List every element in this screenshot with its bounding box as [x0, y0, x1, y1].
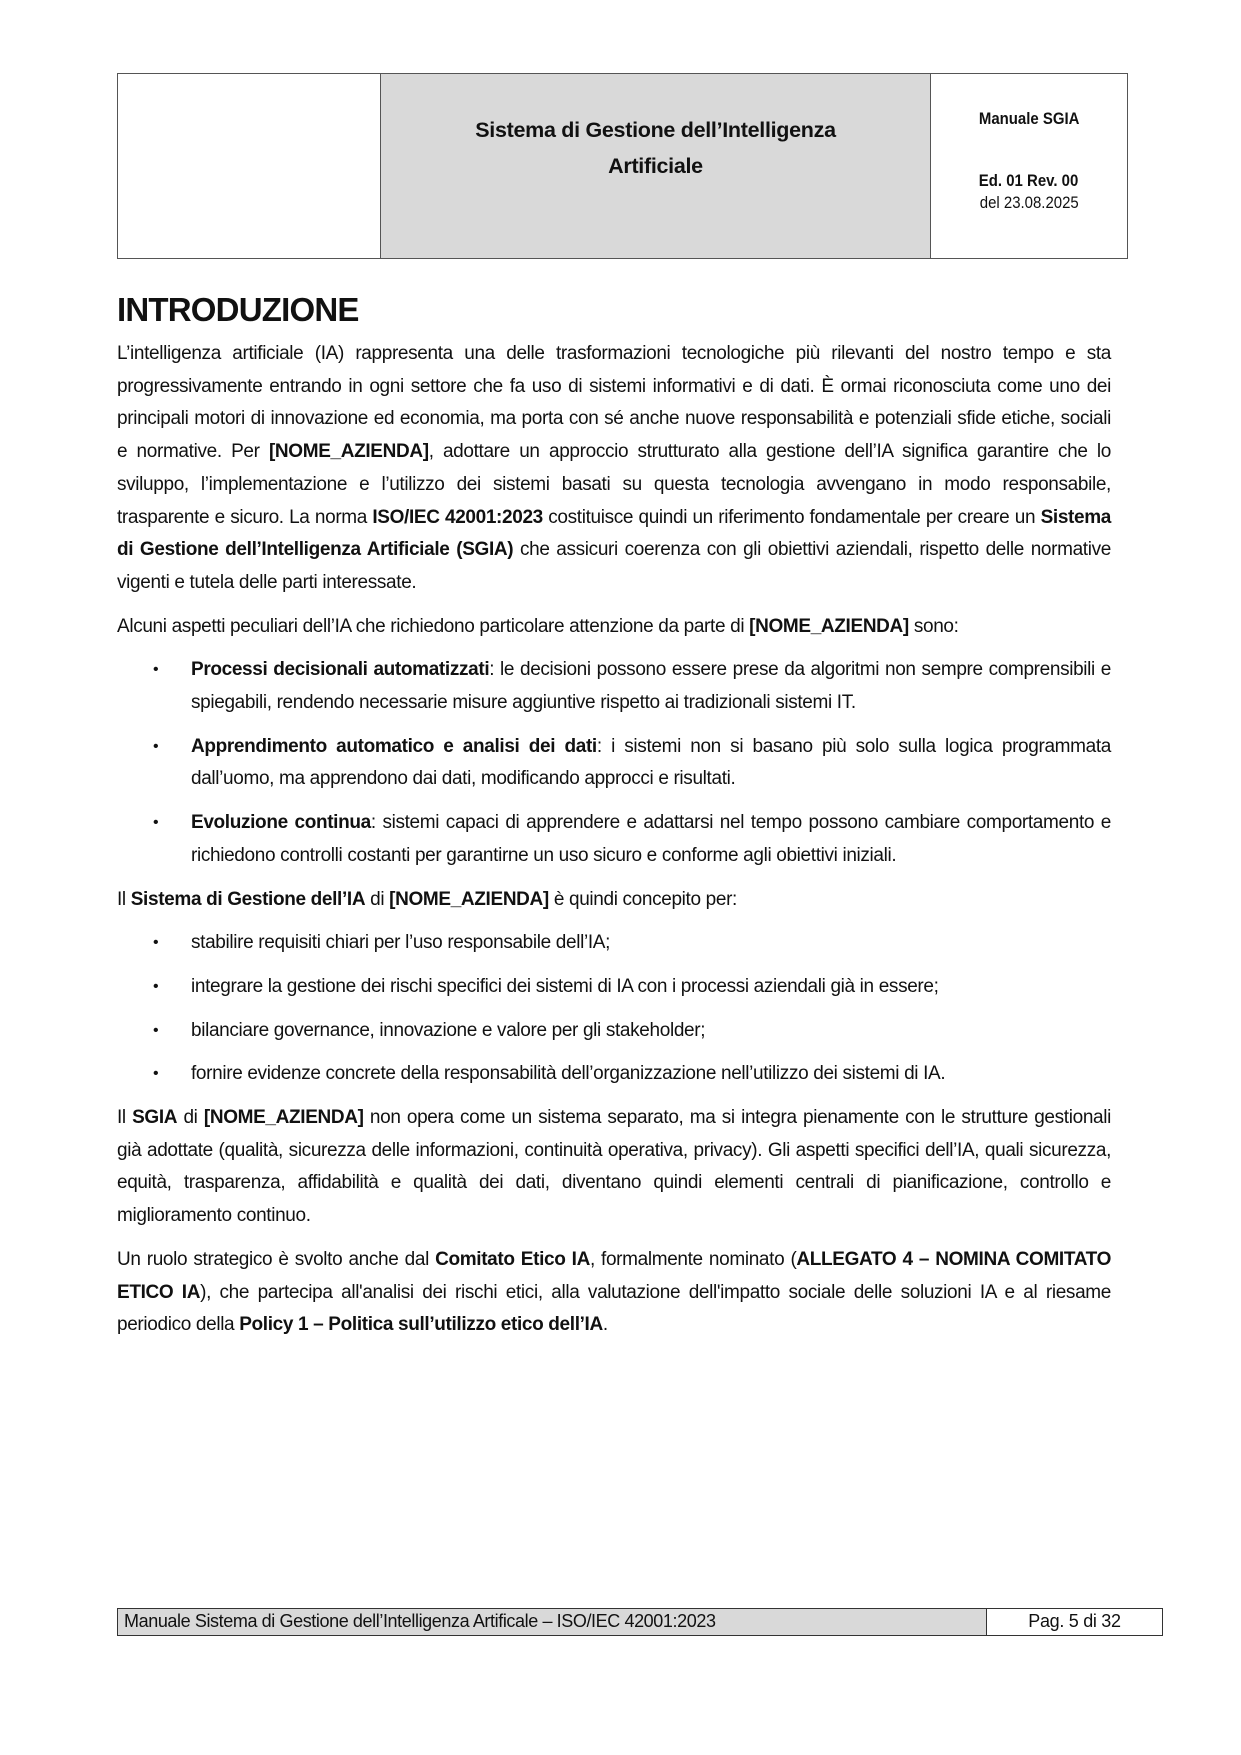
list-item-text: : i sistemi non si basano più solo sulla logica programmata dall’uomo, ma apprendono dai dati, modificando approcci e risultati. [191, 735, 1112, 790]
paragraph-purpose-lead [117, 884, 1111, 917]
list-item-term: Evoluzione continua [191, 812, 371, 834]
aspects-list [117, 654, 1111, 872]
list-item [117, 731, 1111, 796]
document-header-table [117, 73, 1128, 259]
text-run: . [602, 1314, 608, 1336]
list-item [117, 807, 1111, 872]
bold-text: [NOME_AZIENDA] [389, 888, 549, 910]
bullet-icon: • [153, 1065, 159, 1083]
text-run: Il [117, 1107, 133, 1129]
list-item-text: fornire evidenze concrete della responsabilità dell’organizzazione nell’utilizzo dei sistemi di IA. [191, 1063, 946, 1085]
list-item-text: stabilire requisiti chiari per l’uso responsabile dell’IA; [191, 932, 611, 954]
list-item-text: bilanciare governance, innovazione e valore per gli stakeholder; [191, 1019, 706, 1041]
list-item-term: Processi decisionali automatizzati [191, 659, 490, 681]
paragraph-ethics-committee [117, 1244, 1111, 1342]
text-run: non opera come un sistema separato, ma si integra pienamente con le strutture gestionali già adottate (qualità, sicurezza delle informazioni, continuità operativa, privacy). Gli aspetti specifici dell’IA, quali sicurezza, equità, trasparenza, affidabilità e qualità dei dati, diventano quindi elementi centrali di pianificazione, controllo e miglioramento continuo. [117, 1107, 1111, 1227]
bullet-icon: • [153, 934, 159, 952]
header-title: Sistema di Gestione dell’Intelligenza Artificiale [475, 118, 836, 178]
text-run: che assicuri coerenza con gli obiettivi aziendali, rispetto delle normative vigenti e tutela delle parti interessate. [117, 539, 1111, 593]
page-content [117, 288, 1111, 1353]
text-run: ), che partecipa all'analisi dei rischi etici, alla valutazione dell'impatto sociale delle soluzioni IA e al riesame periodico della [117, 1281, 1111, 1336]
page-footer [117, 1608, 1163, 1636]
bold-text: [NOME_AZIENDA] [268, 441, 429, 463]
text-run: L’intelligenza artificiale (IA) rappresenta una delle trasformazioni tecnologiche più rilevanti del nostro tempo e sta progressivamente entrando in ogni settore che fa uso di sistemi informativi e di dati. È ormai riconosciuta come uno dei principali motori di innovazione ed economia, ma porta con sé anche nuove responsabilità e potenziali sfide etiche, sociali e normative. Per [117, 343, 1111, 463]
list-item [117, 654, 1111, 719]
text-run: sono: [908, 615, 959, 637]
text-run: è quindi concepito per: [548, 888, 737, 910]
paragraph-intro [117, 338, 1111, 600]
list-item [117, 1058, 1111, 1091]
bold-text: Sistema di Gestione dell’Intelligenza Artificiale (SGIA) [117, 506, 1111, 561]
list-item-text: integrare la gestione dei rischi specifici dei sistemi di IA con i processi aziendali già in essere; [191, 975, 939, 997]
text-run: Il [117, 888, 131, 910]
bold-text: ALLEGATO 4 – NOMINA COMITATO ETICO IA [117, 1248, 1111, 1303]
text-run: costituisce quindi un riferimento fondamentale per creare un [542, 506, 1041, 528]
section-heading: INTRODUZIONE [117, 291, 359, 328]
bold-text: SGIA [132, 1107, 178, 1129]
bullet-icon: • [153, 1021, 159, 1039]
list-item [117, 927, 1111, 960]
text-run: Alcuni aspetti peculiari dell’IA che richiedono particolare attenzione da parte di [117, 615, 750, 637]
text-run: di [365, 888, 390, 910]
list-item-text: : sistemi capaci di apprendere e adattarsi nel tempo possono cambiare comportamento e richiedono controlli costanti per garantirne un uso sicuro e conforme agli obiettivi iniziali. [191, 812, 1111, 866]
text-run: di [177, 1107, 204, 1129]
text-run: , formalmente nominato ( [589, 1248, 797, 1270]
bullet-icon: • [153, 737, 159, 755]
logo-cell [118, 74, 381, 258]
list-item-text: : le decisioni possono essere prese da algoritmi non sempre comprensibili e spiegabili, rendendo necessarie misure aggiuntive rispetto ai tradizionali sistemi IT. [191, 659, 1111, 714]
bold-text: [NOME_AZIENDA] [749, 615, 909, 637]
purpose-list [117, 927, 1111, 1091]
header-title-cell [381, 74, 931, 258]
bold-text: ISO/IEC 42001:2023 [372, 506, 543, 528]
paragraph-integration [117, 1102, 1111, 1233]
bold-text: [NOME_AZIENDA] [203, 1107, 364, 1129]
paragraph-aspects-lead [117, 611, 1111, 644]
doc-date: del 23.08.2025 [979, 193, 1079, 212]
footer-doc-title: Manuale Sistema di Gestione dell’Intelligenza Artificale – ISO/IEC 42001:2023 [118, 1609, 987, 1635]
text-run: , adottare un approccio strutturato alla gestione dell’IA significa garantire che lo sviluppo, l’implementazione e l’utilizzo dei sistemi basati su questa tecnologia avvengano in modo responsabile, trasparente e sicuro. La norma [117, 441, 1111, 528]
bullet-icon: • [153, 814, 159, 832]
header-meta-cell [931, 74, 1127, 258]
bullet-icon: • [153, 661, 159, 679]
doc-edition: Ed. 01 Rev. 00 [979, 171, 1079, 190]
page-number: Pag. 5 di 32 [1028, 1611, 1121, 1631]
bold-text: Sistema di Gestione dell’IA [130, 888, 366, 910]
list-item [117, 1015, 1111, 1048]
bold-text: Comitato Etico IA [435, 1248, 590, 1270]
bullet-icon: • [153, 977, 159, 995]
doc-name: Manuale SGIA [978, 109, 1080, 128]
list-item [117, 971, 1111, 1004]
text-run: Un ruolo strategico è svolto anche dal [117, 1248, 436, 1270]
list-item-term: Apprendimento automatico e analisi dei dati [191, 735, 597, 757]
bold-text: Policy 1 – Politica sull’utilizzo etico dell’IA [239, 1314, 603, 1336]
